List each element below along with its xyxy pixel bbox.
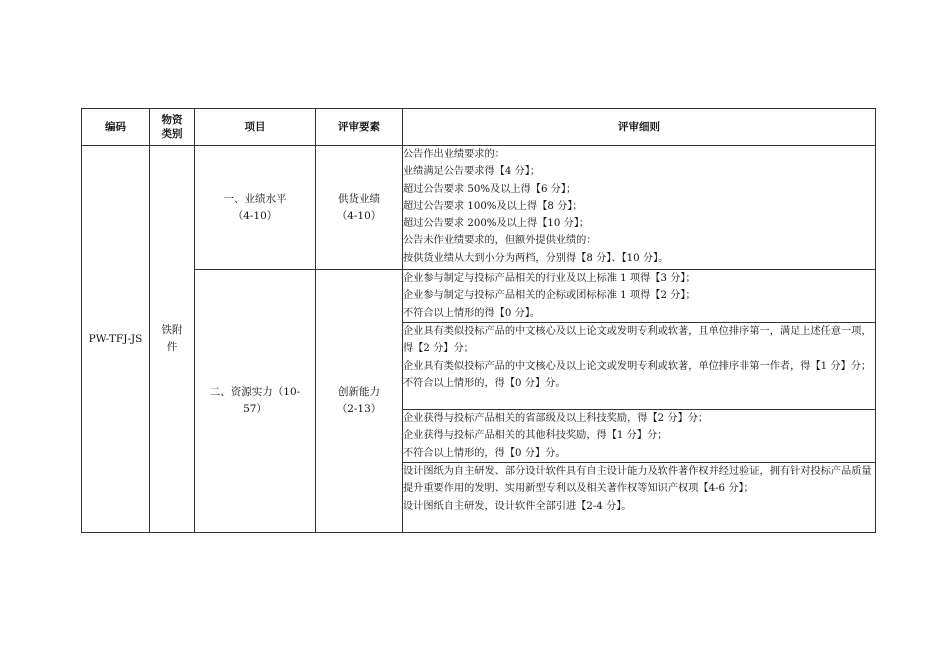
factor-range: （2-13）	[336, 403, 382, 415]
item-cell-resources	[195, 270, 316, 533]
detail-line: 公告作出业绩要求的：	[403, 149, 505, 160]
code-cell: PW-TFJ-JS	[82, 146, 150, 533]
detail-line: 不符合以上情形的，得【0 分】分。	[403, 377, 566, 389]
header-detail: 评审细则	[403, 109, 876, 146]
factor-range: （4-10）	[336, 209, 382, 222]
item-label: 二、资源实力（10-	[209, 386, 301, 398]
detail-line: 超过公告要求 100%及以上得【8 分】；	[403, 200, 583, 212]
detail-line: 企业参与制定与投标产品相关的企标或团标标准 1 项得【2 分】；	[403, 290, 696, 302]
detail-line: 业绩满足公告要求得【4 分】；	[403, 166, 541, 178]
detail-line: 企业具有类似投标产品的中文核心及以上论文或发明专利或软著，且单位排序第一，满足上述任意一项，得【2 分】分；	[403, 326, 872, 355]
detail-line: 不符合以上情形的得【0 分】。	[403, 307, 541, 319]
scoring-table	[81, 108, 876, 533]
header-category	[150, 109, 195, 146]
category-line1: 铁附	[161, 324, 183, 336]
detail-line: 企业参与制定与投标产品相关的行业及以上标准 1 项得【3 分】；	[403, 273, 696, 284]
detail-line: 企业具有类似投标产品的中文核心及以上论文或发明专利或软著，单位排序非第一作者，得【1 分】分；	[403, 360, 872, 372]
item-label: 一、业绩水平	[223, 192, 287, 205]
factor-cell-supply	[316, 146, 403, 270]
header-factor: 评审要素	[316, 109, 403, 146]
detail-cell-papers-patents	[403, 323, 876, 410]
detail-line: 按供货业绩从大到小分为两档，分别得【8 分】、【10 分】。	[403, 252, 669, 264]
detail-line: 超过公告要求 50%及以上得【6 分】；	[403, 183, 577, 195]
detail-line: 公告未作业绩要求的，但额外提供业绩的：	[403, 235, 597, 247]
detail-cell-design-ip	[403, 463, 876, 533]
category-cell	[150, 146, 195, 533]
factor-label: 创新能力	[338, 386, 380, 398]
detail-line: 企业获得与投标产品相关的省部级及以上科技奖励，得【2 分】分；	[403, 413, 709, 424]
detail-line: 设计图纸自主研发，设计软件全部引进【2-4 分】。	[403, 500, 632, 512]
factor-cell-innovation	[316, 270, 403, 533]
header-code: 编码	[82, 109, 150, 146]
detail-line: 设计图纸为自主研发、部分设计软件具有自主设计能力及软件著作权并经过验证，拥有针对投标产品质量提升重要作用的发明、实用新型专利以及相关著作权等知识产权项【4-6 分】；	[403, 466, 872, 495]
category-line2: 件	[166, 341, 178, 353]
item-cell-performance	[195, 146, 316, 270]
header-row	[82, 109, 876, 146]
detail-line: 企业获得与投标产品相关的其他科技奖励，得【1 分】分；	[403, 430, 668, 442]
header-category-line2: 类别	[161, 128, 183, 140]
detail-line: 不符合以上情形的，得【0 分】分。	[403, 447, 566, 459]
factor-label: 供货业绩	[338, 192, 380, 205]
header-item: 项目	[195, 109, 316, 146]
detail-cell-awards	[403, 410, 876, 463]
table-row	[82, 270, 876, 323]
detail-cell-standards	[403, 270, 876, 323]
item-range: （4-10）	[232, 209, 278, 222]
header-category-line1: 物资	[161, 114, 183, 126]
detail-line: 超过公告要求 200%及以上得【10 分】；	[403, 218, 590, 230]
item-range: 57）	[243, 403, 267, 415]
detail-cell-performance	[403, 146, 876, 270]
table-row	[82, 146, 876, 270]
